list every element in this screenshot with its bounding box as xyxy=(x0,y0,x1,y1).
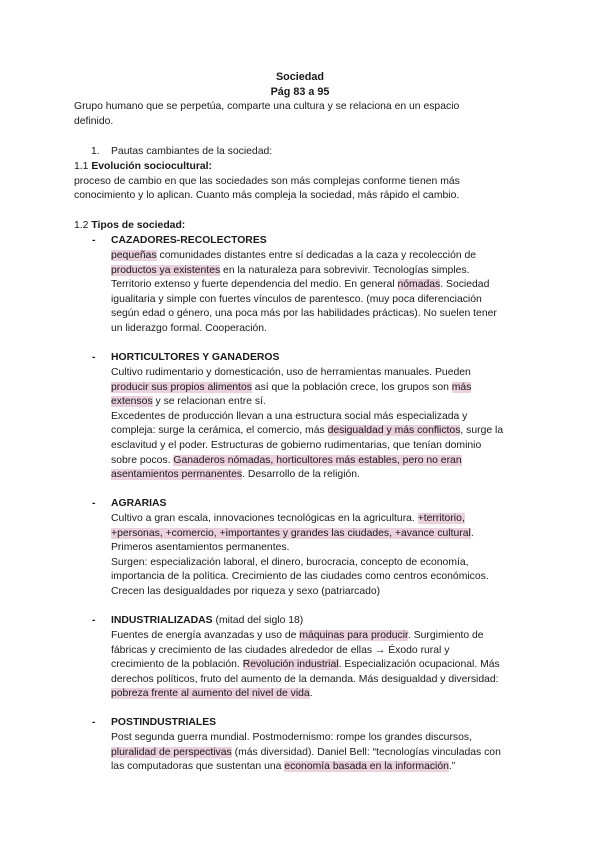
text-run: compleja: surge la cerámica, el comercio, más xyxy=(111,425,328,437)
text-run: sobre pocos. xyxy=(111,454,174,466)
section-1-2-heading xyxy=(74,219,534,234)
text-run: . xyxy=(470,527,474,539)
section-1-1 xyxy=(74,160,534,204)
document-subtitle: Pág 83 a 95 xyxy=(270,86,330,98)
type-heading-agrarias: AGRARIAS xyxy=(111,498,167,509)
highlight: nómadas xyxy=(397,279,441,291)
bullet-marker: - xyxy=(92,717,96,728)
text-run: Cultivo a gran escala, innovaciones tecnológicas en la agricultura. xyxy=(111,513,418,524)
type-body-cazadores xyxy=(111,249,531,337)
text-run: Territorio extenso y fuerte dependencia del medio. En general xyxy=(111,279,398,291)
list-item-text: Pautas cambiantes de la sociedad: xyxy=(111,146,273,157)
text-run: así que la población crece, los grupos son xyxy=(251,381,452,393)
list-number: 1. xyxy=(91,146,100,157)
highlight: Ganaderos nómadas, horticultores más estables, pero no eran xyxy=(173,454,462,466)
document-title: Sociedad xyxy=(275,71,324,83)
text-run: . xyxy=(309,688,313,700)
numbered-list-item xyxy=(91,145,273,160)
section-body-line: proceso de cambio en que las sociedades son más complejas conforme tienen más xyxy=(74,175,460,187)
highlight: +territorio, xyxy=(417,513,465,524)
text-line: Excedentes de producción llevan a una estructura social más especializada y xyxy=(111,410,468,422)
highlight: producir sus propios alimentos xyxy=(111,381,252,393)
heading-note: (mitad del siglo 18) xyxy=(212,615,304,626)
highlight: asentamientos permanentes xyxy=(111,469,243,481)
text-run: en la naturaleza para sobrevivir. Tecnologías simples. xyxy=(220,264,470,276)
text-line: Surgen: especialización laboral, el dinero, burocracia, concepto de economía, xyxy=(111,556,469,568)
text-line: esclavitud y el poder. Estructuras de gobierno rudimentarias, que tenían dominio xyxy=(111,439,482,451)
text-run: . Desarrollo de la religión. xyxy=(242,469,360,481)
highlight: pobreza frente al aumento del nivel de vida xyxy=(111,688,310,700)
text-run: .” xyxy=(448,761,456,773)
type-body-horticultores xyxy=(111,366,531,483)
definition-line: Grupo humano que se perpetúa, comparte una cultura y se relaciona en un espacio xyxy=(74,101,460,112)
text-line: Post segunda guerra mundial. Postmodernismo: rompe los grandes discursos, xyxy=(111,732,472,743)
highlight: desigualdad y más conflictos xyxy=(327,425,461,437)
text-line: Cultivo rudimentario y domesticación, uso de herramientas manuales. Pueden xyxy=(111,367,471,378)
text-run: (más diversidad). Daniel Bell: “tecnologías vinculadas con xyxy=(231,746,501,758)
bullet-marker: - xyxy=(92,352,96,363)
text-line: Primeros asentamientos permanentes. xyxy=(111,542,290,554)
text-run: . Sociedad xyxy=(440,279,490,291)
bullet-marker: - xyxy=(92,615,96,626)
highlight: productos ya existentes xyxy=(111,264,221,276)
text-line: fábricas y crecimiento de las ciudades alrededor de ellas → Éxodo rural y xyxy=(111,644,450,656)
text-line: según edad o género, una poca más por las habilidades prácticas). No suelen tener xyxy=(111,308,497,320)
text-line: igualitaria y simple con fuertes vínculos de parentesco. (muy poca diferenciación xyxy=(111,293,482,305)
text-run: . Especialización ocupacional. Más xyxy=(338,659,500,671)
section-title: Tipos de sociedad: xyxy=(91,220,186,231)
section-number: 1.2 xyxy=(74,220,92,231)
text-run: . Surgimiento de xyxy=(407,630,484,641)
section-title: Evolución sociocultural: xyxy=(91,161,213,172)
highlight: Revolución industrial xyxy=(242,659,339,671)
bullet-marker: - xyxy=(92,235,96,246)
text-run: , surge la xyxy=(460,425,504,437)
highlight: economía basada en la información xyxy=(284,761,449,773)
type-body-postindustriales xyxy=(111,731,531,775)
text-run: las computadoras que sustentan una xyxy=(111,761,285,773)
highlight: pluralidad de perspectivas xyxy=(111,746,232,758)
text-line: un liderazgo formal. Cooperación. xyxy=(111,322,267,334)
text-run: y se relacionan entre sí. xyxy=(152,396,266,408)
text-run: crecimiento de la población. xyxy=(111,659,243,671)
text-run: comunidades distantes entre sí dedicadas a la caza y recolección de xyxy=(156,250,477,261)
type-heading-postindustriales: POSTINDUSTRIALES xyxy=(111,717,217,728)
type-heading-horticultores: HORTICULTORES Y GANADEROS xyxy=(111,352,280,363)
highlight: extensos xyxy=(111,396,153,408)
type-body-industrializadas xyxy=(111,629,531,702)
text-run: Fuentes de energía avanzadas y uso de xyxy=(111,630,300,641)
bullet-marker: - xyxy=(92,498,96,509)
text-line: derechos políticos, fruto del aumento de la demanda. Más desigualdad y diversidad: xyxy=(111,673,499,685)
highlight: +personas, +comercio, +importantes y grandes las ciudades, +avance cultural xyxy=(111,527,471,539)
heading-text: INDUSTRIALIZADAS xyxy=(111,615,213,626)
section-heading xyxy=(74,160,534,175)
text-line: Crecen las desigualdades por riqueza y sexo (patriarcado) xyxy=(111,585,381,597)
highlight: máquinas para producir xyxy=(299,630,408,641)
text-line: importancia de la política. Crecimiento de las ciudades como centros económicos. xyxy=(111,571,489,583)
definition-line: definido. xyxy=(74,115,114,127)
type-heading-industrializadas xyxy=(111,614,303,629)
type-heading-cazadores: CAZADORES-RECOLECTORES xyxy=(111,235,267,246)
definition-paragraph xyxy=(74,100,534,129)
section-body-line: conocimiento y lo aplican. Cuanto más compleja la sociedad, más rápido el cambio. xyxy=(74,190,460,202)
highlight: pequeñas xyxy=(111,250,157,261)
section-number: 1.1 xyxy=(74,161,92,172)
type-body-agrarias xyxy=(111,512,531,600)
highlight: más xyxy=(451,381,472,393)
